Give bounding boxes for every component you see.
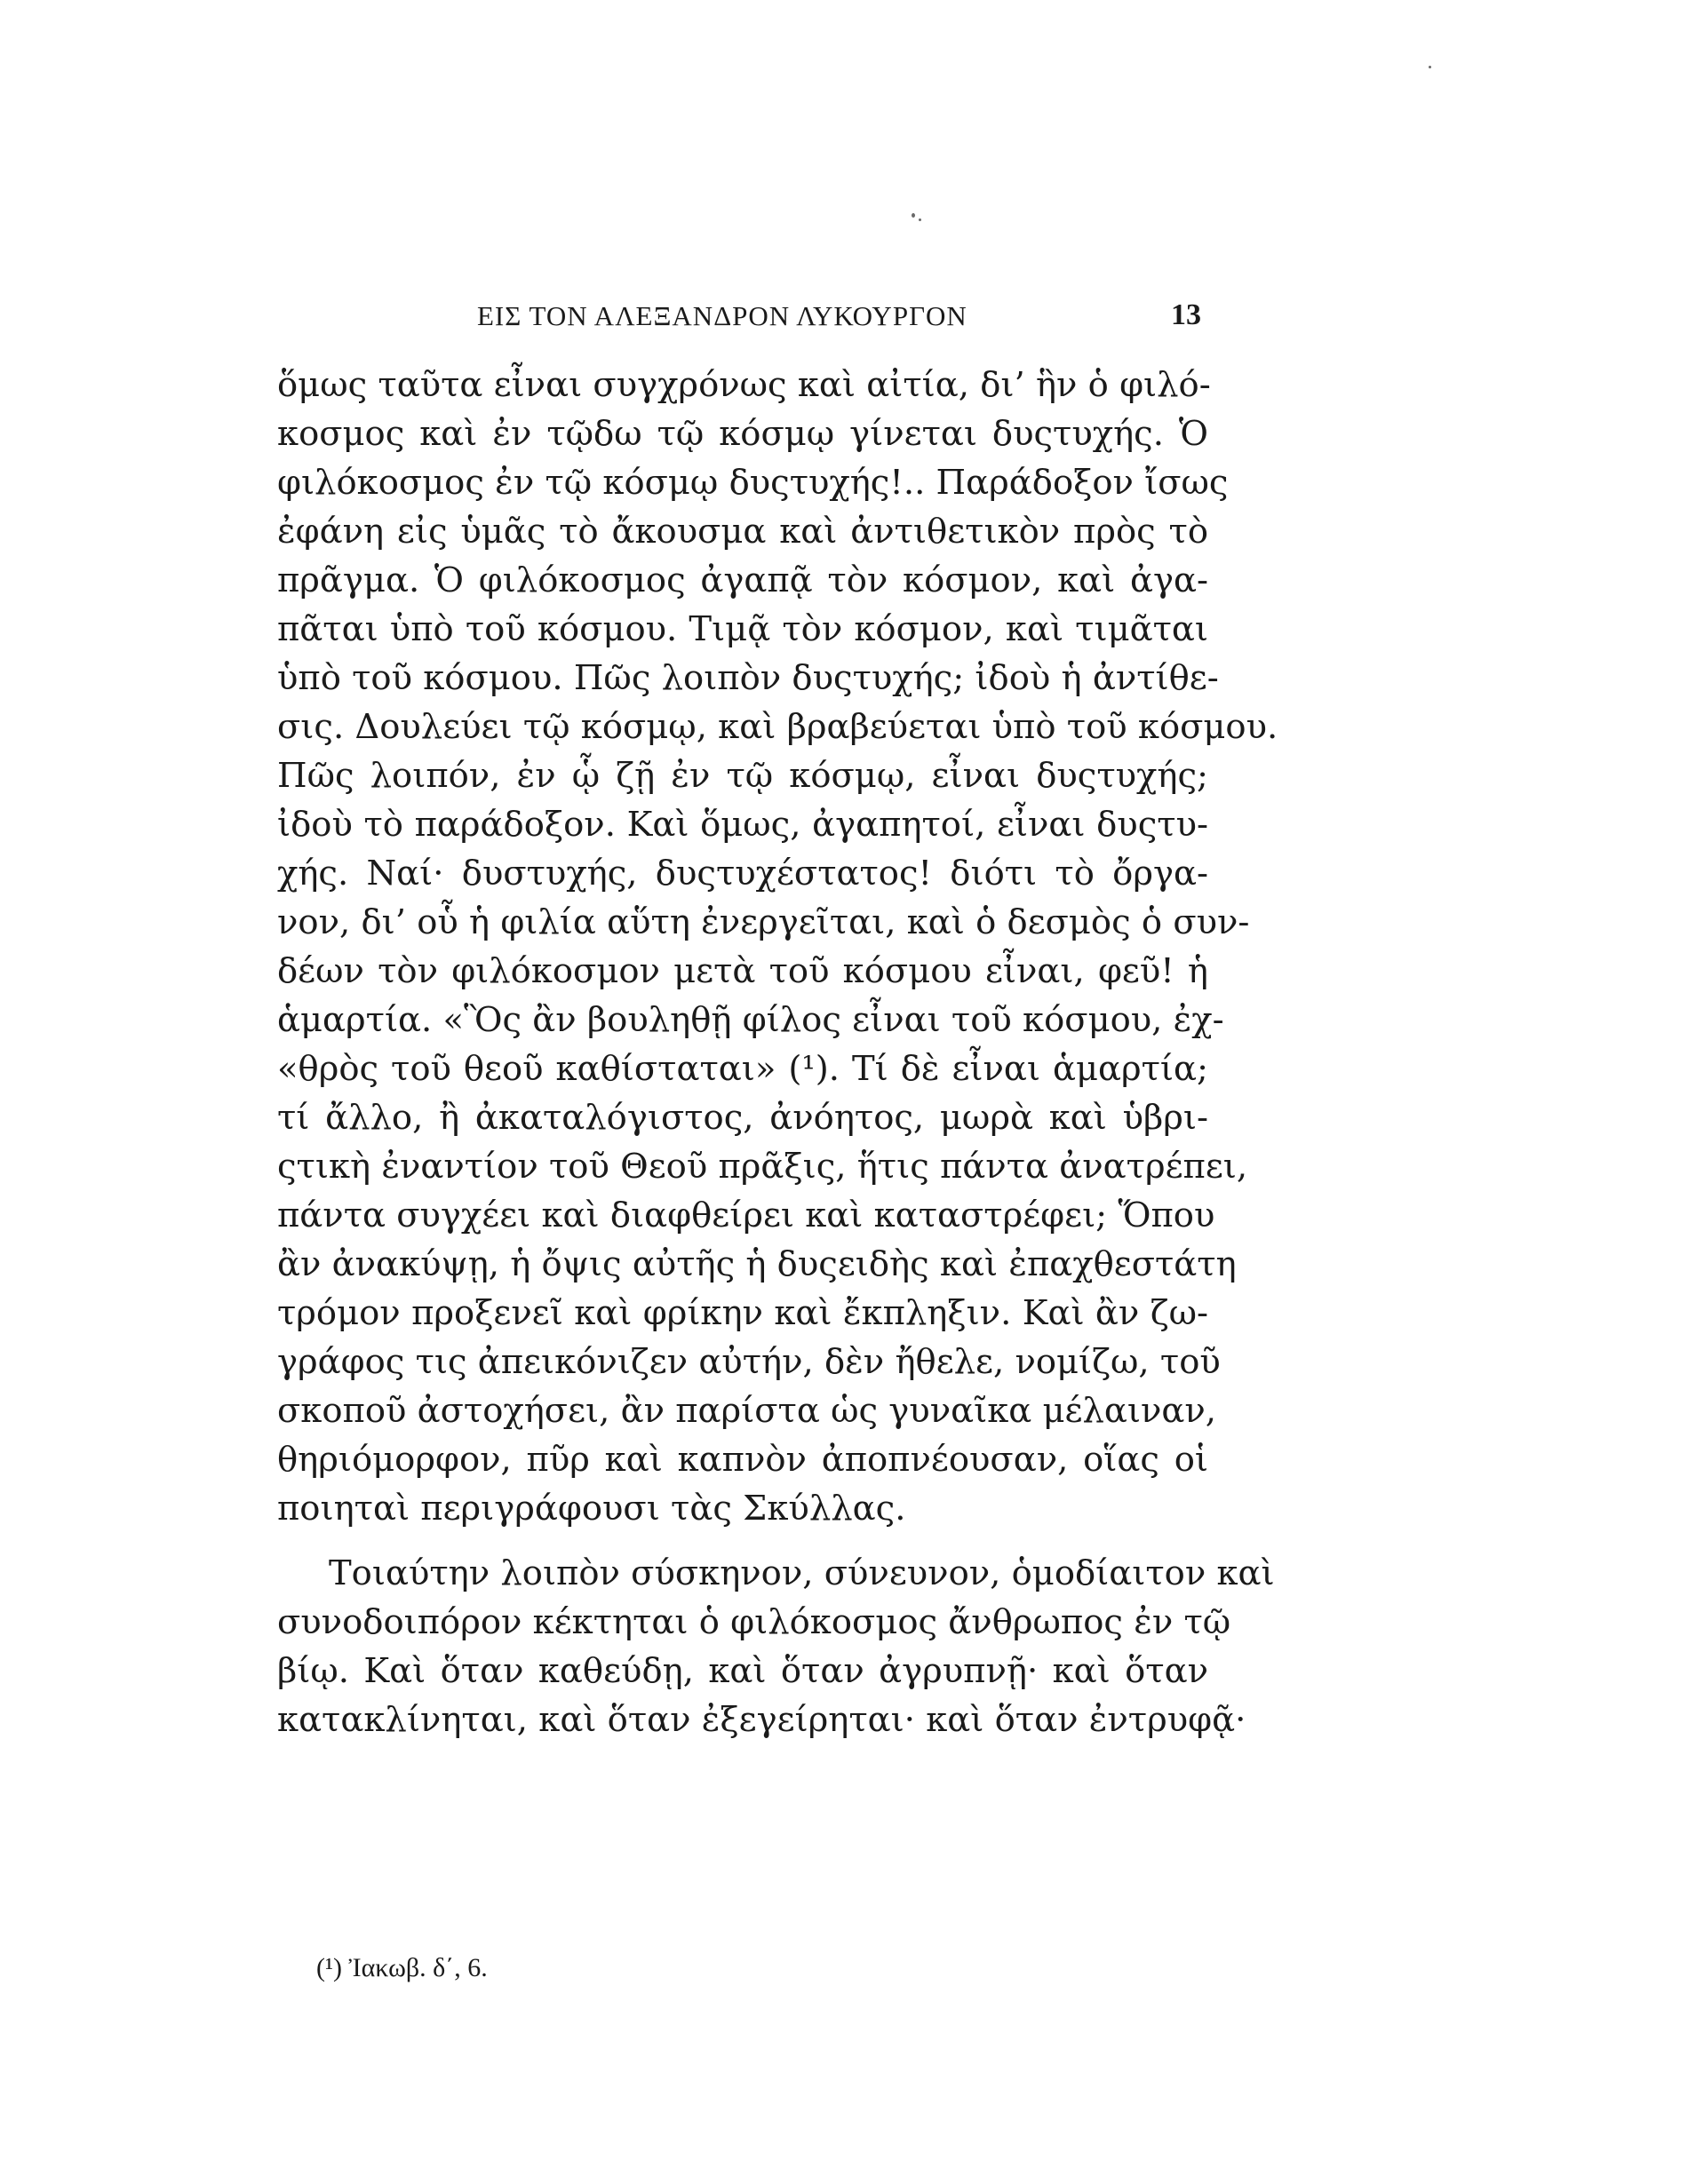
text-line: σις. Δουλεύει τῷ κόσμῳ, καὶ βραβεύεται ὑπὸ τοῦ κόσμου. [277, 707, 1278, 747]
text-line: ἁμαρτία. «Ὃς ἂν βουληθῇ φίλος εἶναι τοῦ κόσμου, ἐχ- [277, 1000, 1224, 1040]
text-line: «θρὸς τοῦ θεοῦ καθίσταται» (¹). Τί δὲ εἶναι ἁμαρτία; [277, 1049, 1208, 1089]
text-line: πάντα συγχέει καὶ διαφθείρει καὶ καταστρέφει; Ὅπου [277, 1195, 1215, 1235]
text-line: φιλόκοσμος ἐν τῷ κόσμῳ δυςτυχής!.. Παράδοξον ἴσως [277, 463, 1229, 503]
text-line: ὅμως ταῦτα εἶναι συγχρόνως καὶ αἰτία, δι’ ἣν ὁ φιλό- [277, 365, 1211, 405]
text-line: ἐφάνη εἰς ὑμᾶς τὸ ἄκουσμα καὶ ἀντιθετικὸν πρὸς τὸ [277, 512, 1208, 552]
text-line: σκοποῦ ἀστοχήσει, ἂν παρίστα ὡς γυναῖκα μέλαιναν, [277, 1391, 1217, 1431]
text-line: γράφος τις ἀπεικόνιζεν αὐτήν, δὲν ἤθελε, νομίζω, τοῦ [277, 1342, 1221, 1382]
text-line: συνοδοιπόρον κέκτηται ὁ φιλόκοσμος ἄνθρωπος ἐν τῷ [277, 1602, 1231, 1642]
text-line: πᾶται ὑπὸ τοῦ κόσμου. Τιμᾷ τὸν κόσμον, καὶ τιμᾶται [277, 609, 1208, 649]
text-line: ὑπὸ τοῦ κόσμου. Πῶς λοιπὸν δυςτυχής; ἰδοὺ ἡ ἀντίθε- [277, 658, 1219, 698]
paragraph-break [277, 1533, 1208, 1549]
text-line: δέων τὸν φιλόκοσμον μετὰ τοῦ κόσμου εἶναι, φεῦ! ἡ [277, 951, 1208, 991]
ink-speck [1429, 66, 1431, 68]
text-line: κατακλίνηται, καὶ ὅταν ἐξεγείρηται· καὶ ὅταν ἐντρυφᾷ· [277, 1700, 1246, 1740]
text-line: νον, δι’ οὗ ἡ φιλία αὕτη ἐνεργεῖται, καὶ ὁ δεσμὸς ὁ συν- [277, 902, 1250, 942]
page-header [277, 300, 1201, 345]
text-line: χής. Ναί· δυστυχής, δυςτυχέστατος! διότι τὸ ὄργα- [277, 854, 1208, 893]
body-text [277, 361, 1278, 1744]
text-line: ἂν ἀνακύψῃ, ἡ ὄψις αὐτῆς ἡ δυςειδὴς καὶ ἐπαχθεστάτη [277, 1244, 1237, 1284]
text-line: κοσμος καὶ ἐν τῷδω τῷ κόσμῳ γίνεται δυςτυχής. Ὁ [277, 414, 1208, 454]
text-line: ποιηταὶ περιγράφουσι τὰς Σκύλλας. [277, 1489, 906, 1529]
text-line: θηριόμορφον, πῦρ καὶ καπνὸν ἀποπνέουσαν, οἵας οἱ [277, 1440, 1208, 1480]
text-line: τί ἄλλο, ἢ ἀκαταλόγιστος, ἀνόητος, μωρὰ καὶ ὑβρι- [277, 1098, 1208, 1138]
text-line: ςτικὴ ἐναντίον τοῦ Θεοῦ πρᾶξις, ἥτις πάντα ἀνατρέπει, [277, 1147, 1248, 1187]
ink-speck [912, 213, 915, 218]
text-line: τρόμον προξενεῖ καὶ φρίκην καὶ ἔκπληξιν. Καὶ ἂν ζω- [277, 1293, 1208, 1333]
running-title: ΕΙΣ ΤΟΝ ΑΛΕΞΑΝΔΡΟΝ ΛΥΚΟΥΡΓΟΝ [477, 300, 967, 331]
text-line: βίῳ. Καὶ ὅταν καθεύδῃ, καὶ ὅταν ἀγρυπνῇ· καὶ ὅταν [277, 1651, 1208, 1691]
footnote: (¹) Ἰακωβ. δ΄, 6. [316, 1953, 488, 1982]
text-line: ἰδοὺ τὸ παράδοξον. Καὶ ὅμως, ἀγαπητοί, εἶναι δυςτυ- [277, 805, 1208, 845]
text-line: πρᾶγμα. Ὁ φιλόκοσμος ἀγαπᾷ τὸν κόσμον, καὶ ἀγα- [277, 560, 1208, 600]
text-line: Τοιαύτην λοιπὸν σύσκηνον, σύνευνον, ὁμοδίαιτον καὶ [329, 1553, 1275, 1593]
text-line: Πῶς λοιπόν, ἐν ᾧ ζῇ ἐν τῷ κόσμῳ, εἶναι δυςτυχής; [277, 756, 1208, 796]
page-number: 13 [1171, 298, 1201, 331]
ink-speck [919, 218, 921, 221]
